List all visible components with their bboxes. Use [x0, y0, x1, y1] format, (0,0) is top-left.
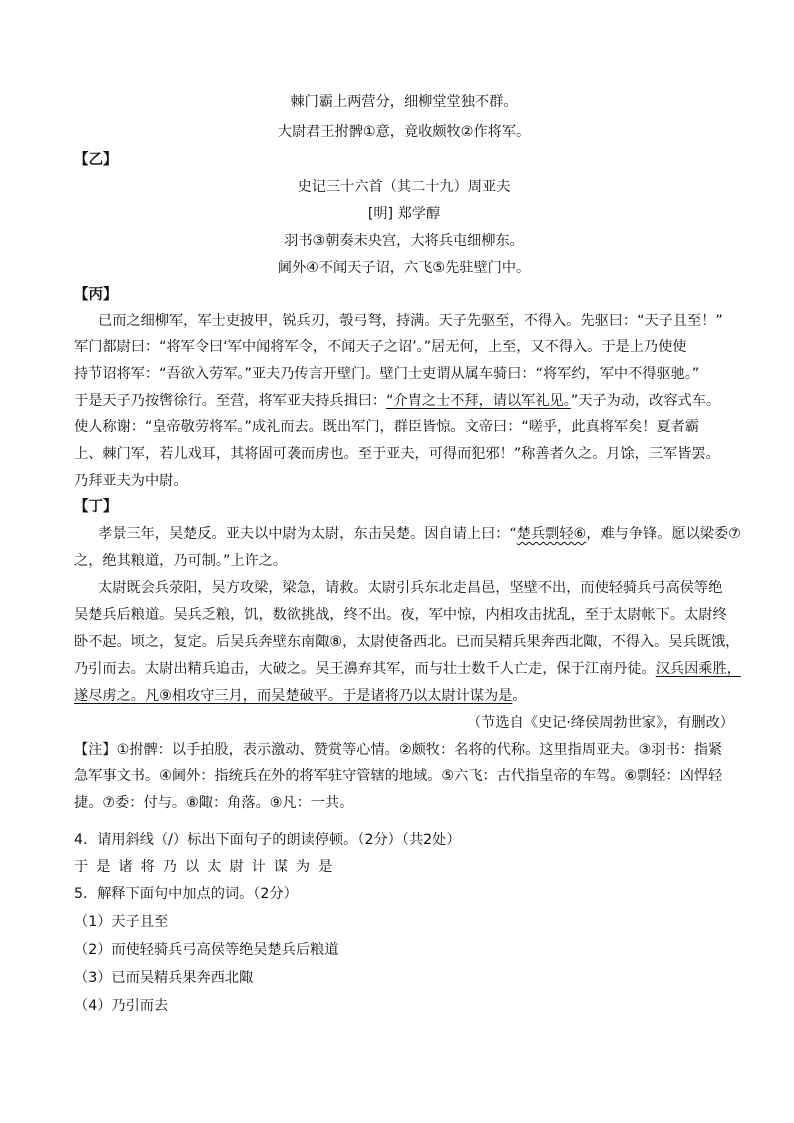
underlined-sentence-jiezhou: “介胄之士不拜，请以军礼见。: [386, 393, 571, 409]
ding-text-line-6-start: 乃引而去。太尉出精兵追击，大破之。吴王濞弃其军，而与壮士数千人亡走，保于江南丹徒。: [74, 661, 656, 677]
source-citation: （节选自《史记·绛侯周勃世家》，有删改）: [467, 715, 734, 731]
question-4-sentence: 于是诸将乃以太尉计谋为是: [74, 859, 341, 875]
ding-text-line-7: [74, 686, 734, 706]
ding-text-line-1-start: 孝景三年，吴楚反。亚夫以中尉为太尉，东击吴楚。因自请上曰：“: [98, 526, 517, 542]
question-5-item-3: （3）已而吴精兵果奔西北陬: [74, 970, 254, 986]
jia-poem-line-1: 棘门霸上两营分，细柳堂堂独不群。: [290, 94, 518, 110]
question-5-item-4: （4）乃引而去: [74, 998, 169, 1014]
ding-text-line-2: 之，绝其粮道，乃可制。”上许之。: [74, 553, 288, 569]
ding-text-line-4: 吴楚兵后粮道。吴兵乏粮，饥，数欲挑战，终不出。夜，军中惊，内相攻击扰乱，至于太尉帐下。太尉终: [74, 607, 727, 623]
yi-poem-title: 史记三十六首（其二十九）周亚夫: [297, 179, 511, 195]
bing-text-line-4-start: 于是天子乃按辔徐行。至营，将军亚夫持兵揖曰：: [74, 393, 387, 409]
bing-text-line-7: 乃拜亚夫为中尉。: [74, 473, 188, 489]
ding-text-line-3: 太尉既会兵荥阳，吴方攻梁，梁急，请救。太尉引兵东北走昌邑，坚壁不出，而使轻骑兵弓高侯等绝: [98, 580, 723, 596]
underlined-sentence-hanbing: 汉兵因乘胜，: [655, 661, 741, 677]
notes-line-2: 急军事文书。④阃外：指统兵在外的将军驻守管辖的地域。⑤六飞：古代指皇帝的车驾。⑥剽轻：凶悍轻: [74, 768, 723, 784]
bing-text-line-2: 军门都尉曰：“将军令曰‘军中闻将军令，不闻天子之诏’。”居无何，上至，又不得入。于是上乃使使: [74, 339, 687, 355]
ding-text-line-7-end: 。: [512, 688, 527, 704]
section-ding-label: 【丁】: [74, 499, 118, 515]
ding-text-line-5: 卧不起。顷之，复定。后吴兵奔壁东南陬⑧，太尉使备西北。已而吴精兵果奔西北陬，不得入。吴兵既饿，: [74, 634, 740, 650]
ding-text-line-6: [74, 659, 741, 679]
question-5-item-1: （1）天子且至: [74, 914, 169, 930]
yi-poem-line-2: 阃外④不闻天子诏，六飞⑤先驻壁门中。: [277, 260, 531, 276]
underlined-sentence-yushi: 于是诸将乃以太尉计谋为是: [342, 688, 513, 704]
question-4-prompt: 4．请用斜线（/）标出下面句子的朗读停顿。（2分）（共2处）: [74, 832, 461, 848]
underlined-sentence-suijin: 遂尽虏之。凡⑨相攻守三月，而吴楚破平。: [74, 688, 343, 704]
ding-text-line-1: [98, 524, 741, 544]
yi-poem-author: [明] 郑学醇: [367, 206, 441, 222]
bing-text-line-3: 持节诏将军：“吾欲入劳军。”亚夫乃传言开壁门。壁门士吏谓从属车骑曰：“将军约，军中不得驱驰。”: [74, 366, 700, 382]
bing-text-line-6: 上、棘门军，若儿戏耳，其将固可袭而虏也。至于亚夫，可得而犯邪！”称善者久之。月馀，三军皆罢。: [74, 446, 720, 462]
bing-text-line-4: [74, 391, 734, 411]
notes-line-1: 【注】①拊髀：以手拍股，表示激动、赞赏等心情。②颇牧：名将的代称。这里指周亚夫。③羽书：指紧: [74, 742, 723, 758]
section-bing-label: 【丙】: [74, 287, 118, 303]
question-5-item-2: （2）而使轻骑兵弓高侯等绝吴楚兵后粮道: [74, 942, 339, 958]
yi-poem-line-1: 羽书③朝奏未央宫，大将兵屯细柳东。: [284, 233, 524, 249]
bing-text-line-5: 使人称谢：“皇帝敬劳将军。”成礼而去。既出军门，群臣皆惊。文帝曰：“嗟乎，此真将军矣！夏者霸: [74, 419, 700, 435]
bing-text-line-4-end: ”天子为动，改容式车。: [570, 393, 721, 409]
bing-text-line-1: 已而之细柳军，军士吏披甲，锐兵刃，彀弓弩，持满。天子先驱至，不得入。先驱曰：“天子且至！”: [98, 313, 723, 329]
question-5-prompt: 5．解释下面句中加点的词。（2分）: [74, 886, 298, 902]
ding-text-line-1-end: ，难与争锋。愿以梁委⑦: [586, 526, 741, 542]
notes-line-3: 捷。⑦委：付与。⑧陬：角落。⑨凡：一共。: [74, 795, 354, 811]
jia-poem-line-2: 大尉君王拊髀①意，竟收颇牧②作将军。: [277, 124, 531, 140]
wavy-underlined-phrase: 楚兵剽轻⑥: [516, 526, 587, 542]
section-yi-label: 【乙】: [74, 152, 118, 168]
